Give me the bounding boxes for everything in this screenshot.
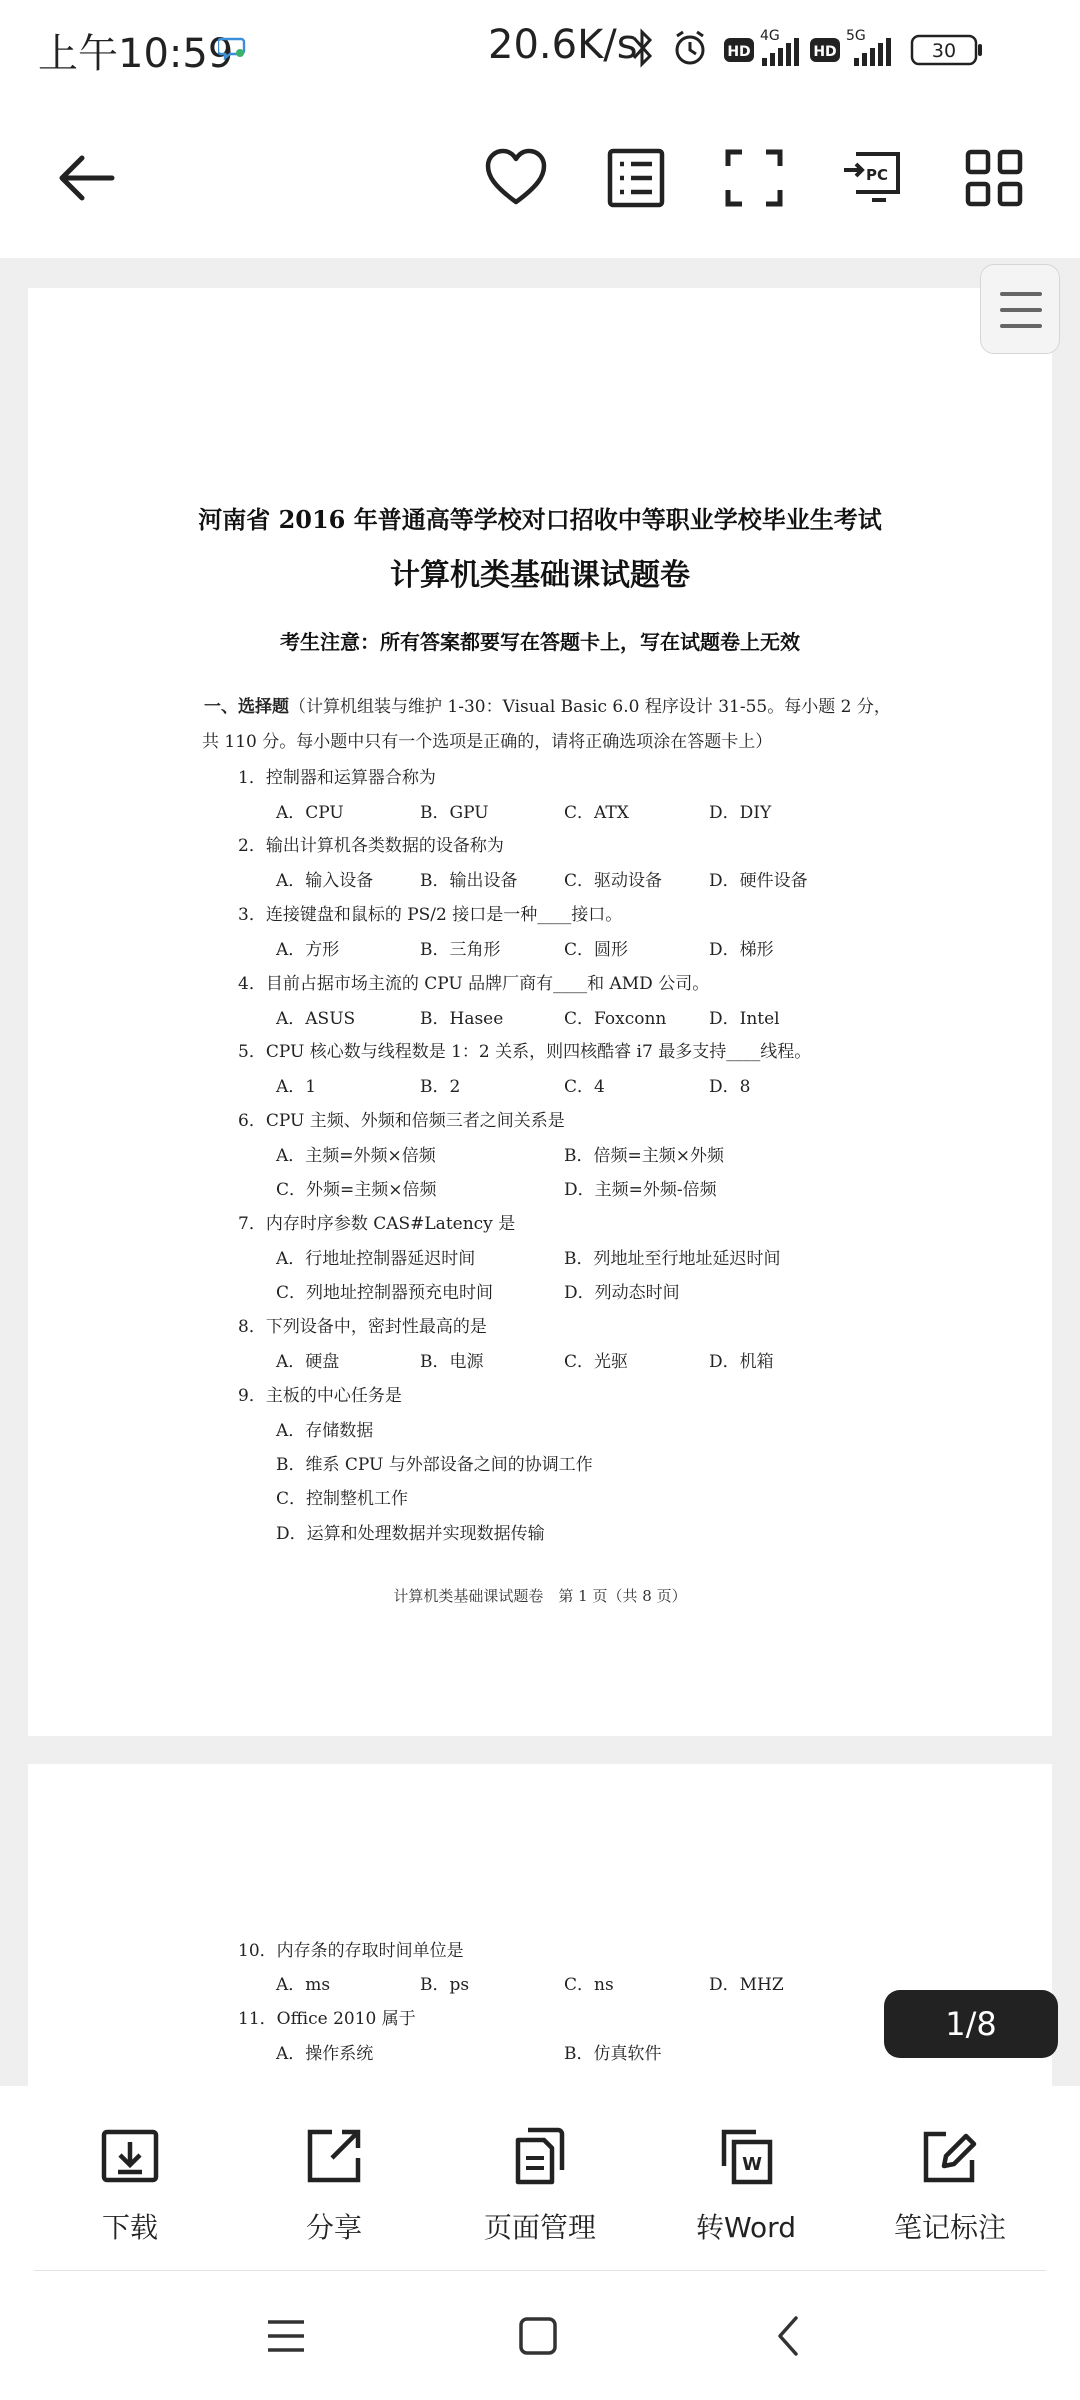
home-icon[interactable] [514,2312,562,2360]
question-7: 7．内存时序参数 CAS#Latency 是 [238,1214,516,1234]
convert-word-button[interactable] [646,2126,846,2266]
option-1c: C．ATX [564,803,629,823]
option-9a: A．存储数据 [276,1421,374,1441]
exam-title-line1: 河南省 2016 年普通高等学校对口招收中等职业学校毕业生考试 [198,505,882,534]
option-10a: A．ms [276,1975,331,1995]
exam-title-line2: 计算机类基础课试题卷 [390,558,690,593]
fullscreen-icon[interactable] [722,146,786,210]
option-8d: D．机箱 [709,1352,774,1372]
option-6a: A．主频=外频×倍频 [276,1146,436,1166]
download-label: 下载 [101,2211,158,2244]
option-4b: B．Hasee [420,1009,504,1029]
bluetooth-icon [634,32,650,64]
option-8c: C．光驱 [564,1352,629,1372]
section-desc-2: 共 110 分。每小题中只有一个选项是正确的，请将正确选项涂在答题卡上） [202,732,773,752]
section-intro [204,690,924,760]
option-3b: B．三角形 [420,940,501,960]
note-edit-icon [920,2126,980,2186]
option-3c: C．圆形 [564,940,629,960]
option-2a: A．输入设备 [276,871,374,891]
option-9b: B．维系 CPU 与外部设备之间的协调工作 [276,1455,593,1475]
hd-badge-label-2: HD [813,44,837,60]
option-5d: D．8 [709,1077,751,1097]
menu-line [1000,308,1042,312]
option-7a: A．行地址控制器延迟时间 [276,1249,476,1269]
question-9: 9．主板的中心任务是 [238,1386,402,1406]
option-11a: A．操作系统 [276,2044,374,2064]
floating-menu-button[interactable] [980,264,1060,354]
option-3d: D．梯形 [709,940,774,960]
convert-word-label: 转Word [696,2211,796,2244]
download-icon [100,2126,160,2186]
option-9c: C．控制整机工作 [276,1489,409,1509]
pc-cast-icon[interactable] [842,146,906,210]
menu-icon[interactable] [262,2312,310,2360]
chat-notification-icon [218,36,248,60]
word-convert-icon [716,2126,776,2186]
bottom-action-bar [0,2086,1080,2272]
hd-badge-2-icon [810,38,840,62]
question-11: 11．Office 2010 属于 [238,2009,416,2029]
question-2: 2．输出计算机各类数据的设备称为 [238,836,504,856]
section-heading: 一、选择题 [204,697,289,717]
back-arrow-icon[interactable] [54,146,118,210]
option-10d: D．MHZ [709,1975,784,1995]
option-1a: A．CPU [276,803,344,823]
option-2c: C．驱动设备 [564,871,663,891]
grid-view-icon[interactable] [962,146,1026,210]
option-4d: D．Intel [709,1009,780,1029]
option-7c: C．列地址控制器预充电时间 [276,1283,494,1303]
option-5b: B．2 [420,1077,461,1097]
note-annotate-label: 笔记标注 [893,2211,1006,2244]
back-icon[interactable] [766,2312,814,2360]
status-bar [0,0,1080,96]
outline-list-icon[interactable] [604,146,668,210]
question-4: 4．目前占据市场主流的 CPU 品牌厂商有____和 AMD 公司。 [238,974,710,994]
option-7d: D．列动态时间 [564,1283,680,1303]
question-6: 6．CPU 主频、外频和倍频三者之间关系是 [238,1111,565,1131]
svg-text:W: W [742,2154,762,2175]
question-5: 5．CPU 核心数与线程数是 1：2 关系，则四核酷睿 i7 最多支持____线程。 [238,1042,812,1062]
document-page-1 [28,288,1052,1736]
option-6d: D．主频=外频-倍频 [564,1180,717,1200]
option-2d: D．硬件设备 [709,871,808,891]
alarm-icon [677,32,703,63]
page-footer: 计算机类基础课试题卷 第 1 页（共 8 页） [393,1587,687,1605]
network-type-1: 4G [760,28,780,44]
exam-notice: 考生注意：所有答案都要写在答题卡上，写在试题卷上无效 [280,630,800,654]
option-10c: C．ns [564,1975,614,1995]
app-toolbar [0,96,1080,258]
battery-level: 30 [931,40,957,62]
status-time: 上午10:59 [38,31,234,77]
hd-badge-icon [724,38,754,62]
menu-line [1000,324,1042,328]
note-annotate-button[interactable] [850,2126,1050,2266]
share-button[interactable] [234,2126,434,2266]
option-9d: D．运算和处理数据并实现数据传输 [276,1524,545,1544]
svg-text:PC: PC [866,166,889,184]
share-icon [304,2126,364,2186]
page-manage-label: 页面管理 [483,2211,596,2244]
question-1: 1．控制器和运算器合称为 [238,768,436,788]
system-nav-bar [0,2272,1080,2400]
option-7b: B．列地址至行地址延迟时间 [564,1249,781,1269]
battery-icon [912,36,982,64]
divider [34,2270,1046,2271]
option-4c: C．Foxconn [564,1009,667,1029]
option-5a: A．1 [276,1077,317,1097]
page-indicator: 1/8 [884,1990,1058,2058]
question-10: 10．内存条的存取时间单位是 [238,1941,464,1961]
option-2b: B．输出设备 [420,871,518,891]
question-8: 8．下列设备中，密封性最高的是 [238,1317,487,1337]
section-desc-1: （计算机组装与维护 1-30：Visual Basic 6.0 程序设计 31-55。每小题 2 分， [289,697,891,717]
network-type-2: 5G [846,28,866,44]
question-3: 3．连接键盘和鼠标的 PS/2 接口是一种____接口。 [238,905,623,925]
network-speed: 20.6K/s [488,22,638,68]
menu-line [1000,292,1042,296]
option-8b: B．电源 [420,1352,484,1372]
page-manage-button[interactable] [440,2126,640,2266]
option-1b: B．GPU [420,803,489,823]
download-button[interactable] [30,2126,230,2266]
option-3a: A．方形 [276,940,340,960]
share-label: 分享 [305,2211,362,2244]
page-manage-icon [510,2126,570,2186]
option-1d: D．DIY [709,803,772,823]
favorite-heart-icon[interactable] [484,146,548,210]
hd-badge-label: HD [727,44,751,60]
option-6c: C．外频=主频×倍频 [276,1180,437,1200]
signal-4g-icon [760,28,799,66]
status-icons [628,26,1048,70]
signal-5g-icon [846,28,891,66]
option-8a: A．硬盘 [276,1352,340,1372]
document-viewer[interactable] [0,258,1080,2086]
option-6b: B．倍频=主频×外频 [564,1146,724,1166]
option-10b: B．ps [420,1975,470,1995]
option-4a: A．ASUS [276,1009,356,1029]
option-11b: B．仿真软件 [564,2044,662,2064]
option-5c: C．4 [564,1077,605,1097]
